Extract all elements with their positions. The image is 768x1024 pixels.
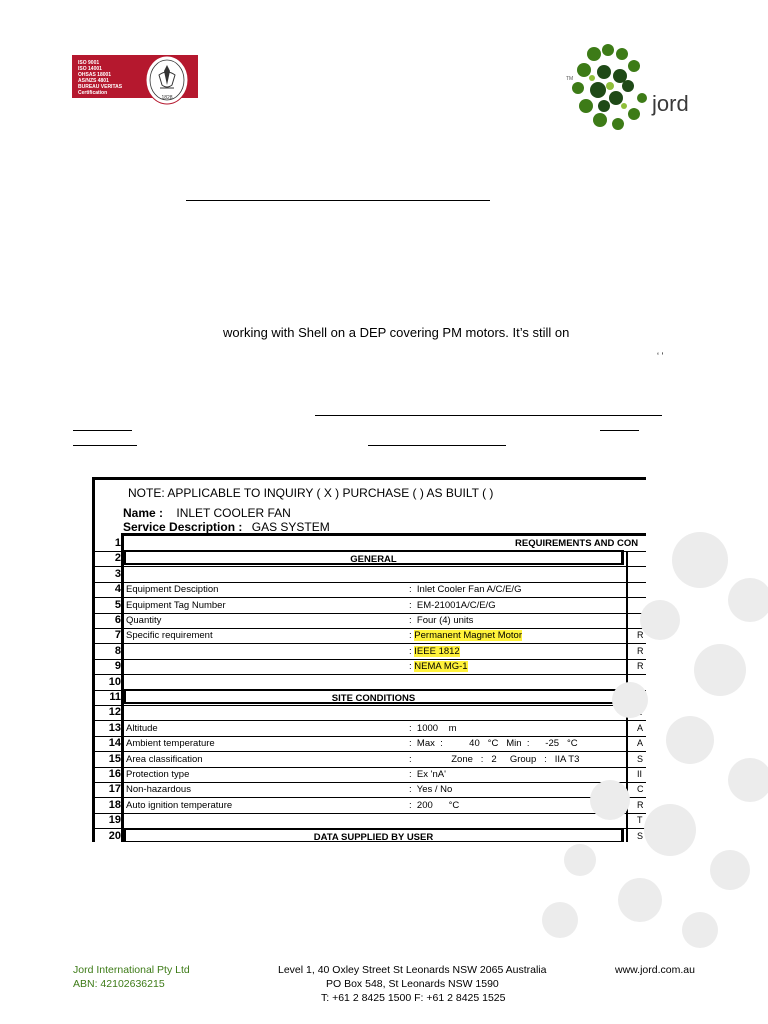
underline-rule: [315, 415, 662, 416]
row-number: 14: [95, 736, 124, 751]
row-cropped-edge-text: R: [637, 645, 644, 656]
row-number: 12: [95, 705, 124, 720]
row-value: : Max : 40 °C Min : -25 °C: [409, 738, 578, 750]
row-value: [409, 630, 522, 641]
jord-wordmark: jord: [652, 91, 689, 116]
row-section-heading: DATA SUPPLIED BY USER: [124, 828, 624, 842]
row-number: 18: [95, 798, 124, 813]
row-number: 15: [95, 752, 124, 767]
row-value: [409, 661, 468, 672]
footer-abn: ABN: 42102636215: [73, 978, 165, 990]
row-label: Equipment Tag Number: [126, 599, 226, 611]
bv-line: BUREAU VERITAS: [78, 84, 123, 90]
row-number: 4: [95, 582, 124, 597]
underline-rule: [600, 430, 639, 431]
row-section-heading: SITE CONDITIONS: [124, 689, 624, 704]
footer-po-box: PO Box 548, St Leonards NSW 1590: [326, 978, 499, 990]
row-number: 7: [95, 628, 124, 643]
jord-tm: TM: [566, 76, 574, 82]
bv-line: AS/NZS 4801: [78, 78, 109, 84]
bv-certification-lines: [78, 60, 122, 96]
row-value: : EM-21001A/C/E/G: [409, 599, 496, 611]
row-cropped-edge-text: S: [637, 830, 644, 841]
underline-rule: [73, 430, 132, 431]
sheet-name-value: INLET COOLER FAN: [176, 506, 291, 520]
sheet-service-line: [123, 520, 330, 534]
row-number: 11: [95, 690, 124, 705]
row-label: Equipment Desciption: [126, 584, 219, 596]
underline-rule: [73, 445, 137, 446]
bv-line: Certification: [78, 90, 108, 96]
quote-marks: ‘ ’: [657, 351, 664, 361]
jord-swirl-icon: [564, 40, 704, 136]
row-value-prefix: :: [409, 645, 415, 657]
sheet-note: NOTE: APPLICABLE TO INQUIRY ( X ) PURCHASE ( ) AS BUILT ( ): [128, 486, 494, 500]
row-number: 10: [95, 675, 124, 690]
row-value: : Four (4) units: [409, 615, 474, 626]
row-value: : Zone : 2 Group : IIA T3: [409, 753, 580, 765]
row-label: Auto ignition temperature: [126, 799, 233, 811]
row-label: Ambient temperature: [126, 738, 215, 750]
sheet-name-label: Name :: [123, 506, 164, 520]
footer-phone: T: +61 2 8425 1500 F: +61 2 8425 1525: [321, 992, 506, 1004]
sheet-service-value: GAS SYSTEM: [251, 520, 330, 534]
jord-logo: [564, 40, 704, 136]
row-section-heading: GENERAL: [124, 550, 624, 565]
row-cropped-edge-text: A: [637, 738, 644, 749]
footer-company: Jord International Pty Ltd: [73, 964, 190, 976]
sheet-name-line: [123, 506, 291, 520]
underline-rule: [368, 445, 506, 446]
row-label: Altitude: [126, 722, 158, 734]
row-cropped-edge-text: II: [637, 769, 643, 779]
row-label: Quantity: [126, 615, 162, 626]
row-value: [409, 646, 460, 657]
row-cropped-edge-text: R: [637, 661, 644, 672]
row-number: 3: [95, 567, 124, 582]
bv-line: ISO 9001: [78, 60, 100, 66]
row-value: : Inlet Cooler Fan A/C/E/G: [409, 584, 522, 596]
row-number: 20: [95, 829, 124, 842]
background-swirl-icon: [520, 520, 768, 960]
row-number: 19: [95, 813, 124, 828]
sheet-service-label: Service Description :: [123, 520, 243, 534]
row-label: Protection type: [126, 769, 190, 780]
bureau-veritas-logo: [72, 55, 198, 101]
row-cropped-edge-text: A: [637, 722, 644, 733]
row-value-highlight: NEMA MG-1: [414, 661, 468, 673]
row-label: Area classification: [126, 753, 203, 765]
row-value-highlight: Permanent Magnet Motor: [414, 630, 523, 642]
bv-line: ISO 14001: [78, 66, 102, 72]
row-cropped-edge-text: R: [637, 630, 644, 641]
row-label: Specific requirement: [126, 630, 213, 642]
row-value: : Yes / No: [409, 784, 453, 796]
row-number: 5: [95, 598, 124, 613]
row-number: 8: [95, 644, 124, 659]
bv-seal-icon: [142, 55, 192, 105]
bv-seal-year: 1828: [161, 95, 173, 101]
row-cropped-edge-text: T: [637, 815, 643, 826]
row-label: Non-hazardous: [126, 784, 191, 796]
bv-line: OHSAS 18001: [78, 72, 112, 78]
underline-rule: [186, 200, 490, 201]
footer-address: Level 1, 40 Oxley Street St Leonards NSW 2065 Australia: [278, 964, 547, 976]
row-number: 9: [95, 659, 124, 674]
footer-website[interactable]: www.jord.com.au: [615, 964, 695, 976]
row-requirements-heading: REQUIREMENTS AND CON: [515, 538, 639, 549]
row-value-prefix: :: [409, 630, 415, 642]
row-value: : 200 °C: [409, 799, 460, 811]
body-text-line: working with Shell on a DEP covering PM motors. It’s still on: [223, 325, 570, 340]
row-value: : 1000 m: [409, 722, 457, 734]
row-cropped-edge-text: R: [637, 799, 644, 810]
row-number: 16: [95, 767, 124, 782]
row-number: 6: [95, 613, 124, 628]
row-value-highlight: IEEE 1812: [414, 645, 460, 657]
row-number: 17: [95, 782, 124, 797]
row-number: 1: [95, 536, 124, 551]
row-number: 2: [95, 551, 124, 566]
row-cropped-edge-text: S: [637, 753, 644, 764]
row-cropped-edge-text: C: [637, 784, 644, 795]
row-number: 13: [95, 721, 124, 736]
row-value-prefix: :: [409, 661, 415, 673]
row-value: : Ex 'nA': [409, 769, 446, 780]
